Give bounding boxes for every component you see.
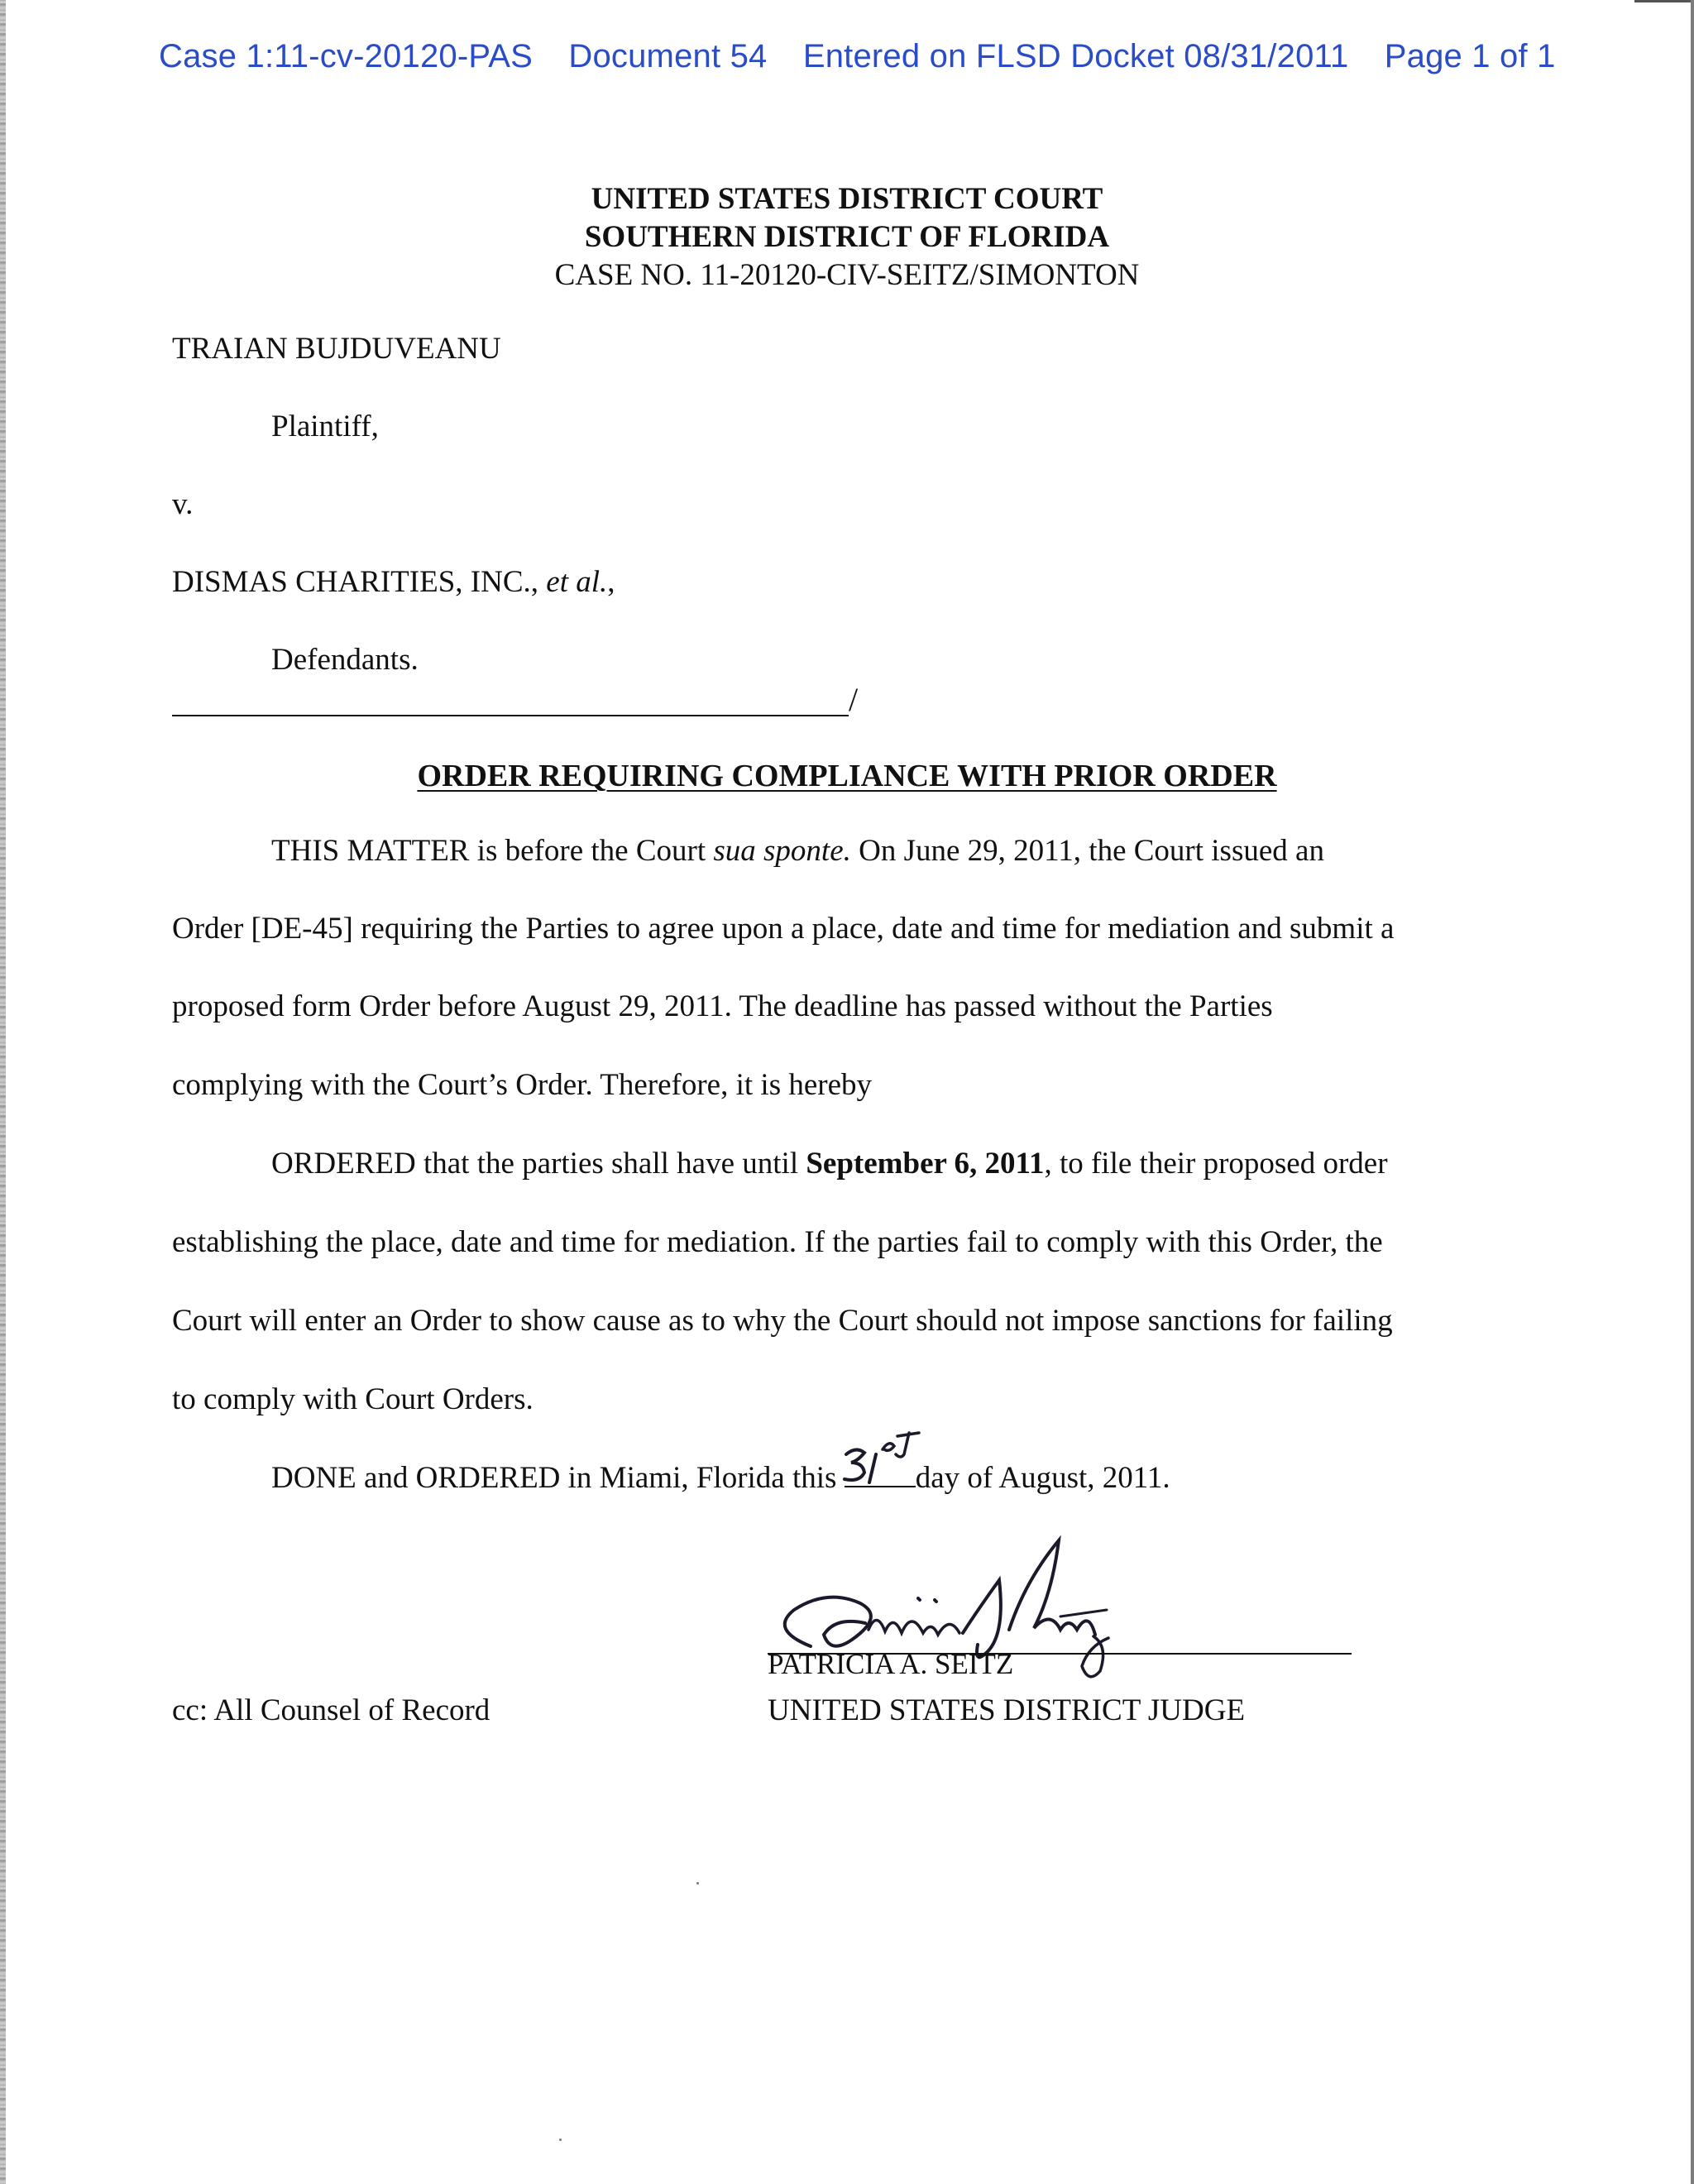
defendant-line <box>172 564 615 600</box>
versus-label: v. <box>172 487 194 521</box>
caption-slash: / <box>849 681 859 718</box>
defendant-label: Defendants. <box>271 643 419 677</box>
court-name-line1: UNITED STATES DISTRICT COURT <box>591 182 1103 216</box>
scan-speck <box>559 2138 562 2141</box>
defendant-etal: et al. <box>546 565 608 599</box>
judge-name: PATRICIA A. SEITZ <box>768 1648 1014 1680</box>
paragraph2-line1 <box>271 1146 1388 1181</box>
docket-header-stamp <box>159 38 1556 75</box>
done-text-a: DONE and ORDERED in Miami, Florida this <box>271 1461 845 1495</box>
done-and-ordered-line <box>271 1460 1170 1496</box>
plaintiff-label: Plaintiff, <box>271 410 379 443</box>
paragraph1-line1 <box>271 833 1324 869</box>
p1-sua-sponte: sua sponte. <box>713 834 851 868</box>
scan-edge-right <box>1691 0 1694 2184</box>
stamp-page: Page 1 of 1 <box>1384 38 1556 74</box>
scan-speck <box>696 1882 699 1885</box>
done-text-b: day of August, 2011. <box>915 1461 1170 1495</box>
paragraph2-line3: Court will enter an Order to show cause as to why the Court should not impose sanctions for failing <box>172 1304 1393 1338</box>
court-caption <box>0 180 1694 295</box>
plaintiff-name: TRAIAN BUJDUVEANU <box>172 332 501 366</box>
p1-text-b: On June 29, 2011, the Court issued an <box>850 834 1324 868</box>
stamp-document: Document 54 <box>568 38 768 74</box>
p2-text-b: , to file their proposed order <box>1044 1147 1388 1181</box>
scan-edge-right-top <box>1634 0 1691 2</box>
paragraph2-line4: to comply with Court Orders. <box>172 1382 534 1416</box>
defendant-name: DISMAS CHARITIES, INC., <box>172 565 547 599</box>
order-title: ORDER REQUIRING COMPLIANCE WITH PRIOR ORDER <box>417 759 1277 793</box>
scan-edge-left <box>0 0 6 2184</box>
day-blank <box>845 1461 916 1487</box>
handwritten-day <box>840 1425 922 1491</box>
p2-deadline: September 6, 2011 <box>806 1147 1045 1181</box>
defendant-comma: , <box>607 565 615 599</box>
stamp-case: Case 1:11-cv-20120-PAS <box>159 38 534 74</box>
caption-divider <box>172 715 849 716</box>
paragraph1-line2: Order [DE-45] requiring the Parties to agree upon a place, date and time for mediation and submit a <box>172 912 1395 946</box>
court-name-line2: SOUTHERN DISTRICT OF FLORIDA <box>584 220 1110 254</box>
paragraph1-line3: proposed form Order before August 29, 2011. The deadline has passed without the Parties <box>172 989 1273 1023</box>
cc-line: cc: All Counsel of Record <box>172 1693 490 1727</box>
case-number: CASE NO. 11-20120-CIV-SEITZ/SIMONTON <box>554 258 1140 292</box>
stamp-entered: Entered on FLSD Docket 08/31/2011 <box>802 38 1349 74</box>
p1-text-a: THIS MATTER is before the Court <box>271 834 714 868</box>
p2-text-a: ORDERED that the parties shall have until <box>271 1147 806 1181</box>
judge-title: UNITED STATES DISTRICT JUDGE <box>768 1693 1246 1727</box>
paragraph2-line2: establishing the place, date and time for mediation. If the parties fail to comply with this Order, the <box>172 1225 1383 1259</box>
paragraph1-line4: complying with the Court’s Order. Therefore, it is hereby <box>172 1068 873 1102</box>
